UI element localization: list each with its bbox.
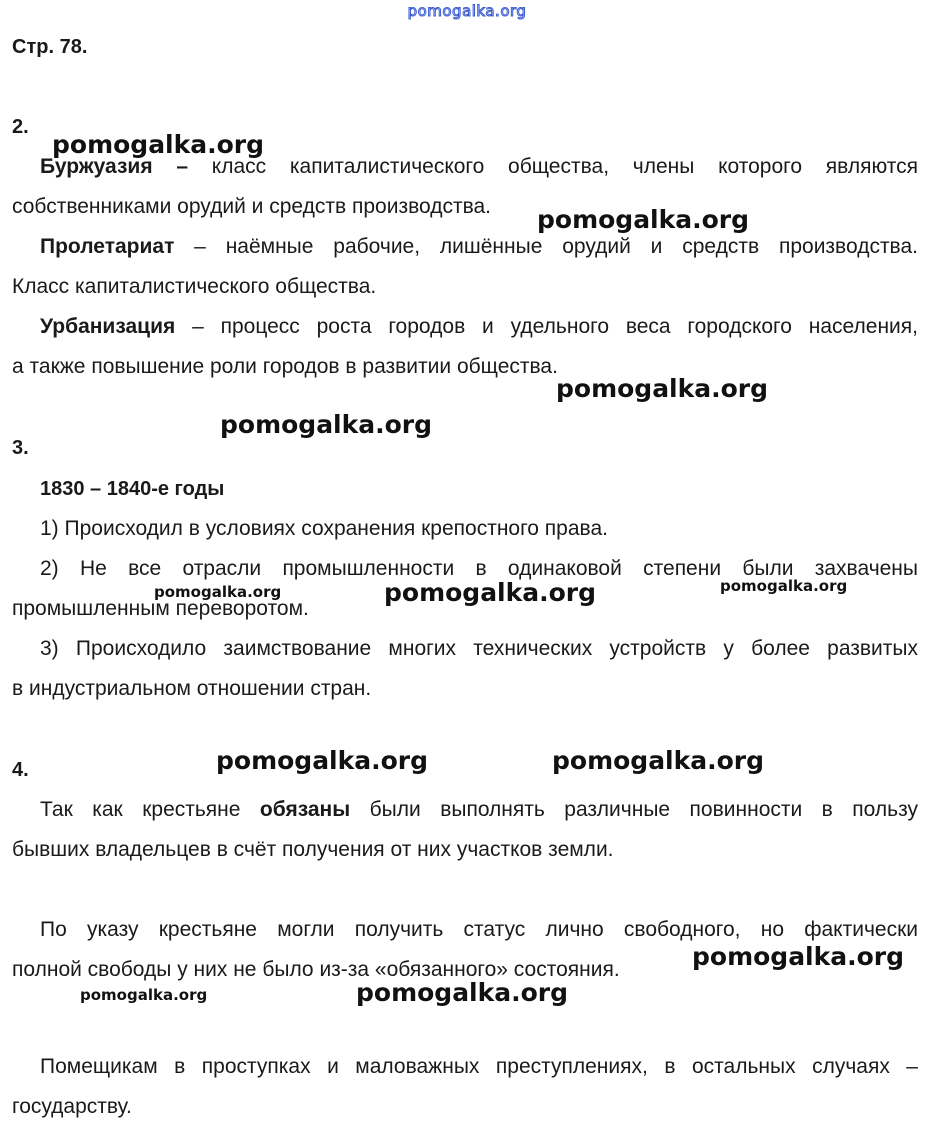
paragraph-1-cont: бывших владельцев в счёт получения от них участков земли. [12, 838, 614, 861]
section-4-number: 4. [12, 759, 29, 781]
definition-text: – процесс роста городов и удельного веса городского населения, [175, 315, 918, 338]
term-bourgeoisie: Буржуазия – [40, 155, 189, 178]
section-2-number: 2. [12, 116, 29, 138]
term-urbanization: Урбанизация [40, 315, 176, 338]
site-watermark-top: pomogalka.org [407, 2, 527, 20]
paragraph-1 [40, 798, 918, 822]
definition-proletariat [40, 235, 918, 259]
definition-proletariat-cont: Класс капиталистического общества. [12, 275, 377, 298]
period-heading: 1830 – 1840-е годы [40, 478, 225, 500]
paragraph-text: были выполнять различные повинности в пользу [350, 798, 918, 821]
watermark: pomogalka.org [216, 746, 429, 775]
definition-bourgeoisie-cont: собственниками орудий и средств производства. [12, 195, 492, 218]
list-item-3: 3) Происходило заимствование многих технических устройств у более развитых [40, 637, 918, 660]
term-obliged: обязаны [259, 798, 351, 821]
term-proletariat: Пролетариат [40, 235, 175, 258]
watermark: pomogalka.org [52, 130, 265, 159]
page-label: Стр. 78. [12, 36, 88, 58]
paragraph-3-cont: государству. [12, 1095, 132, 1118]
definition-text: класс капиталистического общества, члены которого являются [188, 155, 918, 178]
list-item-2-cont: промышленным переворотом. [12, 597, 309, 620]
section-3-number: 3. [12, 437, 29, 459]
watermark: pomogalka.org [537, 205, 750, 234]
paragraph-3: Помещикам в проступках и маловажных преступлениях, в остальных случаях – [40, 1055, 918, 1078]
list-item-3-cont: в индустриальном отношении стран. [12, 677, 372, 700]
watermark: pomogalka.org [552, 746, 765, 775]
watermark: pomogalka.org [154, 583, 282, 601]
definition-urbanization-cont: а также повышение роли городов в развитии общества. [12, 355, 558, 378]
paragraph-text: Так как крестьяне [40, 798, 260, 821]
watermark: pomogalka.org [80, 986, 208, 1004]
paragraph-2: По указу крестьяне могли получить статус лично свободного, но фактически [40, 918, 918, 941]
watermark: pomogalka.org [220, 410, 433, 439]
definition-text: – наёмные рабочие, лишённые орудий и средств производства. [174, 235, 918, 258]
list-item-2: 2) Не все отрасли промышленности в одинаковой степени были захвачены [40, 557, 918, 580]
watermark: pomogalka.org [556, 374, 769, 403]
definition-urbanization [40, 315, 918, 339]
watermark: pomogalka.org [356, 978, 569, 1007]
watermark: pomogalka.org [692, 942, 905, 971]
watermark: pomogalka.org [720, 577, 848, 595]
paragraph-2-cont: полной свободы у них не было из-за «обязанного» состояния. [12, 958, 620, 981]
list-item-1: 1) Происходил в условиях сохранения крепостного права. [40, 517, 608, 540]
watermark: pomogalka.org [384, 578, 597, 607]
